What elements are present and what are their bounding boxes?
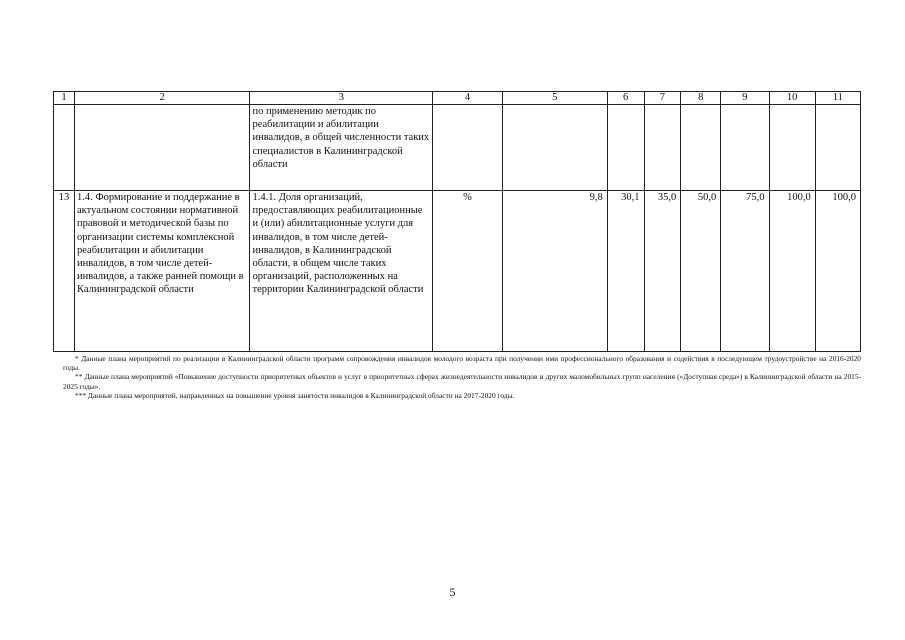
cell-value-5: 9,8: [502, 191, 607, 352]
cell-value-11: 100,0: [815, 191, 860, 352]
indicators-table: [53, 91, 861, 352]
cell-value-10: 100,0: [769, 191, 815, 352]
cell-indicator: по применению методик по реабилитации и абилитации инвалидов, в общей численности таких специалистов в Калининградской области: [250, 105, 433, 191]
footnote-1: * Данные плана мероприятий по реализации в Калининградской области программ сопровождения инвалидов молодого возраста при получении ими профессионального образования и содействия в последующем трудоустройстве на 2016-2020 годы.: [63, 354, 861, 373]
table-row-continuation: [54, 105, 861, 191]
table-row-13: [54, 191, 861, 352]
footnotes: [63, 354, 861, 400]
col-header: 9: [721, 92, 769, 105]
col-header: 10: [769, 92, 815, 105]
cell-row-number: 13: [54, 191, 75, 352]
cell-value-7: 35,0: [644, 191, 681, 352]
col-header: 8: [681, 92, 721, 105]
cell-empty: [54, 105, 75, 191]
col-header: 2: [75, 92, 250, 105]
cell-empty: [433, 105, 502, 191]
cell-empty: [75, 105, 250, 191]
cell-empty: [502, 105, 607, 191]
cell-indicator: 1.4.1. Доля организаций, предоставляющих реабилитационные и (или) абилитационные услуги для инвалидов, в том числе детей-инвалидов, в Калининградской области, в общем числе таких организаций, расположенных на территории Калининградской области: [250, 191, 433, 352]
cell-empty: [769, 105, 815, 191]
col-header: 4: [433, 92, 502, 105]
cell-value-9: 75,0: [721, 191, 769, 352]
header-row: [54, 92, 861, 105]
col-header: 1: [54, 92, 75, 105]
cell-empty: [644, 105, 681, 191]
cell-empty: [607, 105, 644, 191]
cell-empty: [681, 105, 721, 191]
footnote-2: ** Данные плана мероприятий «Повышение доступности приоритетных объектов и услуг в приоритетных сферах жизнедеятельности инвалидов и других маломобильных групп населения («Доступная среда») в Калининградской области на 2015-2025 годы».: [63, 372, 861, 391]
col-header: 11: [815, 92, 860, 105]
page-number: 5: [449, 585, 456, 599]
cell-value-8: 50,0: [681, 191, 721, 352]
col-header: 7: [644, 92, 681, 105]
cell-empty: [815, 105, 860, 191]
footnote-3: *** Данные плана мероприятий, направленных на повышение уровня занятости инвалидов в Калининградской области на 2017-2020 годы.: [75, 390, 515, 400]
cell-unit: %: [433, 191, 502, 352]
cell-task: 1.4. Формирование и поддержание в актуальном состоянии нормативной правовой и методической базы по организации системы комплексной реабилитации и абилитации инвалидов, в том числе детей-инвалидов, а также ранней помощи в Калининградской области: [75, 191, 250, 352]
col-header: 5: [502, 92, 607, 105]
cell-empty: [721, 105, 769, 191]
col-header: 6: [607, 92, 644, 105]
cell-value-6: 30,1: [607, 191, 644, 352]
col-header: 3: [250, 92, 433, 105]
